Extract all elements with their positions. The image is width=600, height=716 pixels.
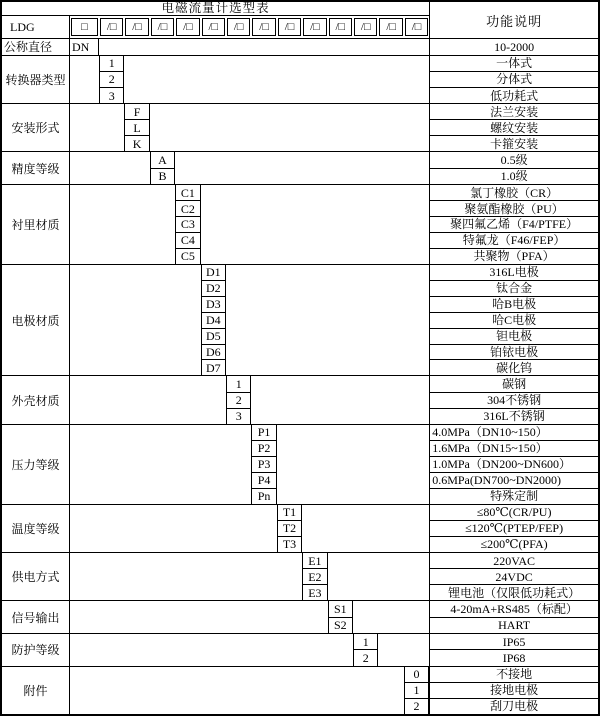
option-code: T1: [282, 505, 297, 520]
spacer-right: [175, 152, 429, 184]
option-description: 低功耗式: [430, 87, 598, 103]
description-column: [429, 601, 598, 633]
model-code-box: /□: [329, 18, 352, 36]
option-description: 铂铱电极: [430, 344, 598, 360]
option-description: ≤200℃(PFA): [430, 536, 598, 552]
option-code: C1: [180, 185, 195, 200]
option-code: E1: [308, 553, 322, 568]
model-code-box: /□: [379, 18, 402, 36]
model-box-slot: [404, 16, 429, 38]
option-description: 220VAC: [493, 553, 535, 568]
option-code: 1: [235, 377, 242, 391]
option-description: 0.5级: [500, 153, 528, 168]
description-column: [429, 553, 598, 600]
code-column: [302, 553, 327, 600]
spacer-right: [353, 601, 429, 633]
option-code: DN: [72, 39, 90, 54]
option-description: 一体式: [496, 56, 533, 71]
option-code: P2: [252, 440, 275, 456]
spacer-left: [70, 601, 328, 633]
spacer-left: [70, 376, 226, 423]
option-description: 316L不锈钢: [430, 408, 598, 424]
option-group: [2, 38, 598, 55]
description-column: [429, 425, 598, 504]
model-placeholder-box: □: [71, 18, 98, 36]
option-description: 钛合金: [430, 280, 598, 296]
option-description: 4.0MPa（DN10~150）: [432, 425, 548, 440]
option-code: 3: [227, 408, 250, 424]
option-description: 304不锈钢: [430, 392, 598, 408]
option-description: 碳钢: [502, 377, 527, 391]
option-code: 1: [108, 56, 115, 71]
option-description: 聚四氟乙烯（F4/PTFE）: [430, 216, 598, 232]
option-code: D3: [202, 296, 225, 312]
option-group: [2, 264, 598, 376]
option-code: F: [133, 104, 141, 119]
group-label: 信号输出: [2, 601, 70, 633]
option-group: [2, 103, 598, 151]
group-label: 转换器类型: [2, 56, 70, 103]
option-group: [2, 375, 598, 423]
description-column: [429, 634, 598, 666]
option-description: 氯丁橡胶（CR）: [470, 185, 559, 200]
spacer-right: [328, 553, 430, 600]
group-label: 电极材质: [2, 265, 70, 376]
option-description: 特殊定制: [430, 488, 598, 504]
header-left: [2, 2, 429, 38]
model-box-slot: [251, 16, 276, 38]
option-group: [2, 55, 598, 103]
option-code: T3: [278, 536, 301, 552]
option-code: L: [125, 119, 148, 135]
option-code: 0: [413, 667, 420, 682]
option-description: 特氟龙（F46/FEP）: [430, 232, 598, 248]
option-code: 1: [405, 682, 428, 698]
code-column: [328, 601, 353, 633]
group-label: 公称直径: [2, 39, 70, 55]
option-group: [2, 633, 598, 666]
code-column: [175, 185, 200, 264]
option-description: 卡箍安装: [430, 135, 598, 151]
group-label: 安装形式: [2, 104, 70, 151]
model-box-slot: [302, 16, 327, 38]
option-code: D6: [202, 344, 225, 360]
model-box-slot: [175, 16, 200, 38]
option-code: 3: [100, 87, 123, 103]
option-code: P1: [257, 425, 271, 440]
option-description: ≤120℃(PTEP/FEP): [430, 520, 598, 536]
option-group: [2, 600, 598, 633]
spacer-right: [124, 56, 429, 103]
option-description: 0.6MPa(DN700~DN2000): [430, 472, 598, 488]
spacer-right: [251, 376, 429, 423]
option-code: 1: [362, 634, 369, 649]
option-description: 法兰安装: [490, 104, 539, 119]
description-column: [429, 667, 598, 714]
group-label: 温度等级: [2, 505, 70, 552]
description-column: [429, 56, 598, 103]
code-column: [150, 152, 175, 184]
spacer-right: [378, 634, 429, 666]
option-code: D2: [202, 280, 225, 296]
code-column: [226, 376, 251, 423]
option-description: 哈B电极: [430, 296, 598, 312]
description-column: [429, 152, 598, 184]
option-description: 24VDC: [430, 568, 598, 584]
option-description: 接地电极: [430, 682, 598, 698]
option-description: 聚氨酯橡胶（PU）: [430, 200, 598, 216]
description-column: [429, 376, 598, 423]
option-description: 锂电池（仅限低功耗式）: [430, 584, 598, 600]
group-label: 精度等级: [2, 152, 70, 184]
option-description: 316L电极: [489, 265, 539, 280]
spacer-left: [70, 104, 124, 151]
spacer-left: [70, 56, 99, 103]
option-code: B: [151, 168, 174, 184]
option-code: D4: [202, 312, 225, 328]
option-code: P3: [252, 456, 275, 472]
description-column: [429, 505, 598, 552]
spacer-right: [150, 104, 429, 151]
option-code: S1: [333, 602, 347, 617]
spacer-left: [70, 425, 251, 504]
description-column: [429, 185, 598, 264]
function-column-header: 功能说明: [429, 2, 598, 38]
model-box-slot: [353, 16, 378, 38]
option-description: 1.0MPa（DN200~DN600）: [430, 456, 598, 472]
spacer-left: [70, 265, 201, 376]
model-code-box: /□: [151, 18, 174, 36]
code-column: [124, 104, 149, 151]
spacer-right: [99, 39, 429, 55]
code-column: [353, 634, 378, 666]
model-code-box: /□: [176, 18, 199, 36]
option-code: E3: [303, 584, 326, 600]
model-box-slot: [378, 16, 403, 38]
group-label: 附件: [2, 667, 70, 714]
description-column: [429, 104, 598, 151]
option-code: Pn: [252, 488, 275, 504]
option-group: [2, 151, 598, 184]
spacer-left: [70, 505, 277, 552]
spacer-left: [70, 553, 302, 600]
option-code: A: [158, 153, 167, 168]
option-code: C2: [176, 200, 199, 216]
option-code: S2: [329, 617, 352, 633]
option-description: 1.0级: [430, 168, 598, 184]
table-header-block: [2, 2, 598, 38]
option-code: 2: [405, 698, 428, 714]
spacer-left: [70, 185, 175, 264]
model-code-box: /□: [303, 18, 326, 36]
model-box-slot: [226, 16, 251, 38]
option-description: HART: [430, 617, 598, 633]
option-description: ≤80℃(CR/PU): [476, 505, 552, 520]
option-code: D5: [202, 328, 225, 344]
option-description: 10-2000: [494, 39, 535, 54]
model-box-slot: [150, 16, 175, 38]
model-code-box: /□: [252, 18, 275, 36]
option-description: 分体式: [430, 71, 598, 87]
option-description: 刮刀电极: [430, 698, 598, 714]
option-code: 2: [227, 392, 250, 408]
spacer-left: [70, 667, 404, 714]
option-description: 不接地: [496, 667, 533, 682]
code-column: [70, 39, 99, 55]
description-column: [429, 39, 598, 55]
option-group: [2, 184, 598, 264]
option-code: P4: [252, 472, 275, 488]
option-description: 哈C电极: [430, 312, 598, 328]
model-code-box: /□: [125, 18, 148, 36]
model-box-slot: [328, 16, 353, 38]
model-code-box: /□: [278, 18, 301, 36]
code-column: [404, 667, 429, 714]
model-code-box: /□: [405, 18, 428, 36]
spacer-right: [302, 505, 429, 552]
spacer-left: [70, 634, 353, 666]
option-description: 1.6MPa（DN15~150）: [430, 440, 598, 456]
option-description: 碳化钨: [430, 359, 598, 375]
option-code: C4: [176, 232, 199, 248]
model-code-box: /□: [202, 18, 225, 36]
option-group: [2, 552, 598, 600]
option-description: IP68: [430, 649, 598, 665]
code-column: [99, 56, 124, 103]
model-code-box: /□: [354, 18, 377, 36]
description-column: [429, 265, 598, 376]
option-description: 共聚物（PFA）: [430, 248, 598, 264]
option-code: T2: [278, 520, 301, 536]
spacer-right: [277, 425, 429, 504]
spacer-left: [70, 152, 150, 184]
option-code: C3: [176, 216, 199, 232]
option-group: [2, 424, 598, 504]
model-box-slot: [277, 16, 302, 38]
spacer-right: [226, 265, 429, 376]
model-box-slot: [99, 16, 124, 38]
group-label: 防护等级: [2, 634, 70, 666]
model-box-slot: [201, 16, 226, 38]
code-column: [277, 505, 302, 552]
option-code: 2: [100, 71, 123, 87]
model-code-row: [2, 16, 429, 38]
option-code: D7: [202, 359, 225, 375]
option-description: 4-20mA+RS485（标配）: [450, 602, 578, 617]
spacer-right: [201, 185, 430, 264]
model-code-boxes: [99, 16, 429, 38]
code-column: [201, 265, 226, 376]
model-box-slot: [124, 16, 149, 38]
option-description: 螺纹安装: [430, 119, 598, 135]
group-label: 外壳材质: [2, 376, 70, 423]
model-prefix-label: LDG: [2, 16, 70, 38]
group-label: 衬里材质: [2, 185, 70, 264]
option-code: C5: [176, 248, 199, 264]
option-code: E2: [303, 568, 326, 584]
group-label: 供电方式: [2, 553, 70, 600]
option-code: D1: [205, 265, 221, 280]
option-description: 钽电极: [430, 328, 598, 344]
option-code: 2: [354, 649, 377, 665]
code-column: [251, 425, 276, 504]
page-title: 电磁流量计选型表: [2, 2, 429, 16]
option-group: [2, 666, 598, 714]
model-code-box: /□: [227, 18, 250, 36]
option-description: IP65: [502, 634, 526, 649]
model-code-box: /□: [100, 18, 123, 36]
model-box-slot: [70, 16, 99, 38]
group-label: 压力等级: [2, 425, 70, 504]
option-group: [2, 504, 598, 552]
option-code: K: [125, 135, 148, 151]
